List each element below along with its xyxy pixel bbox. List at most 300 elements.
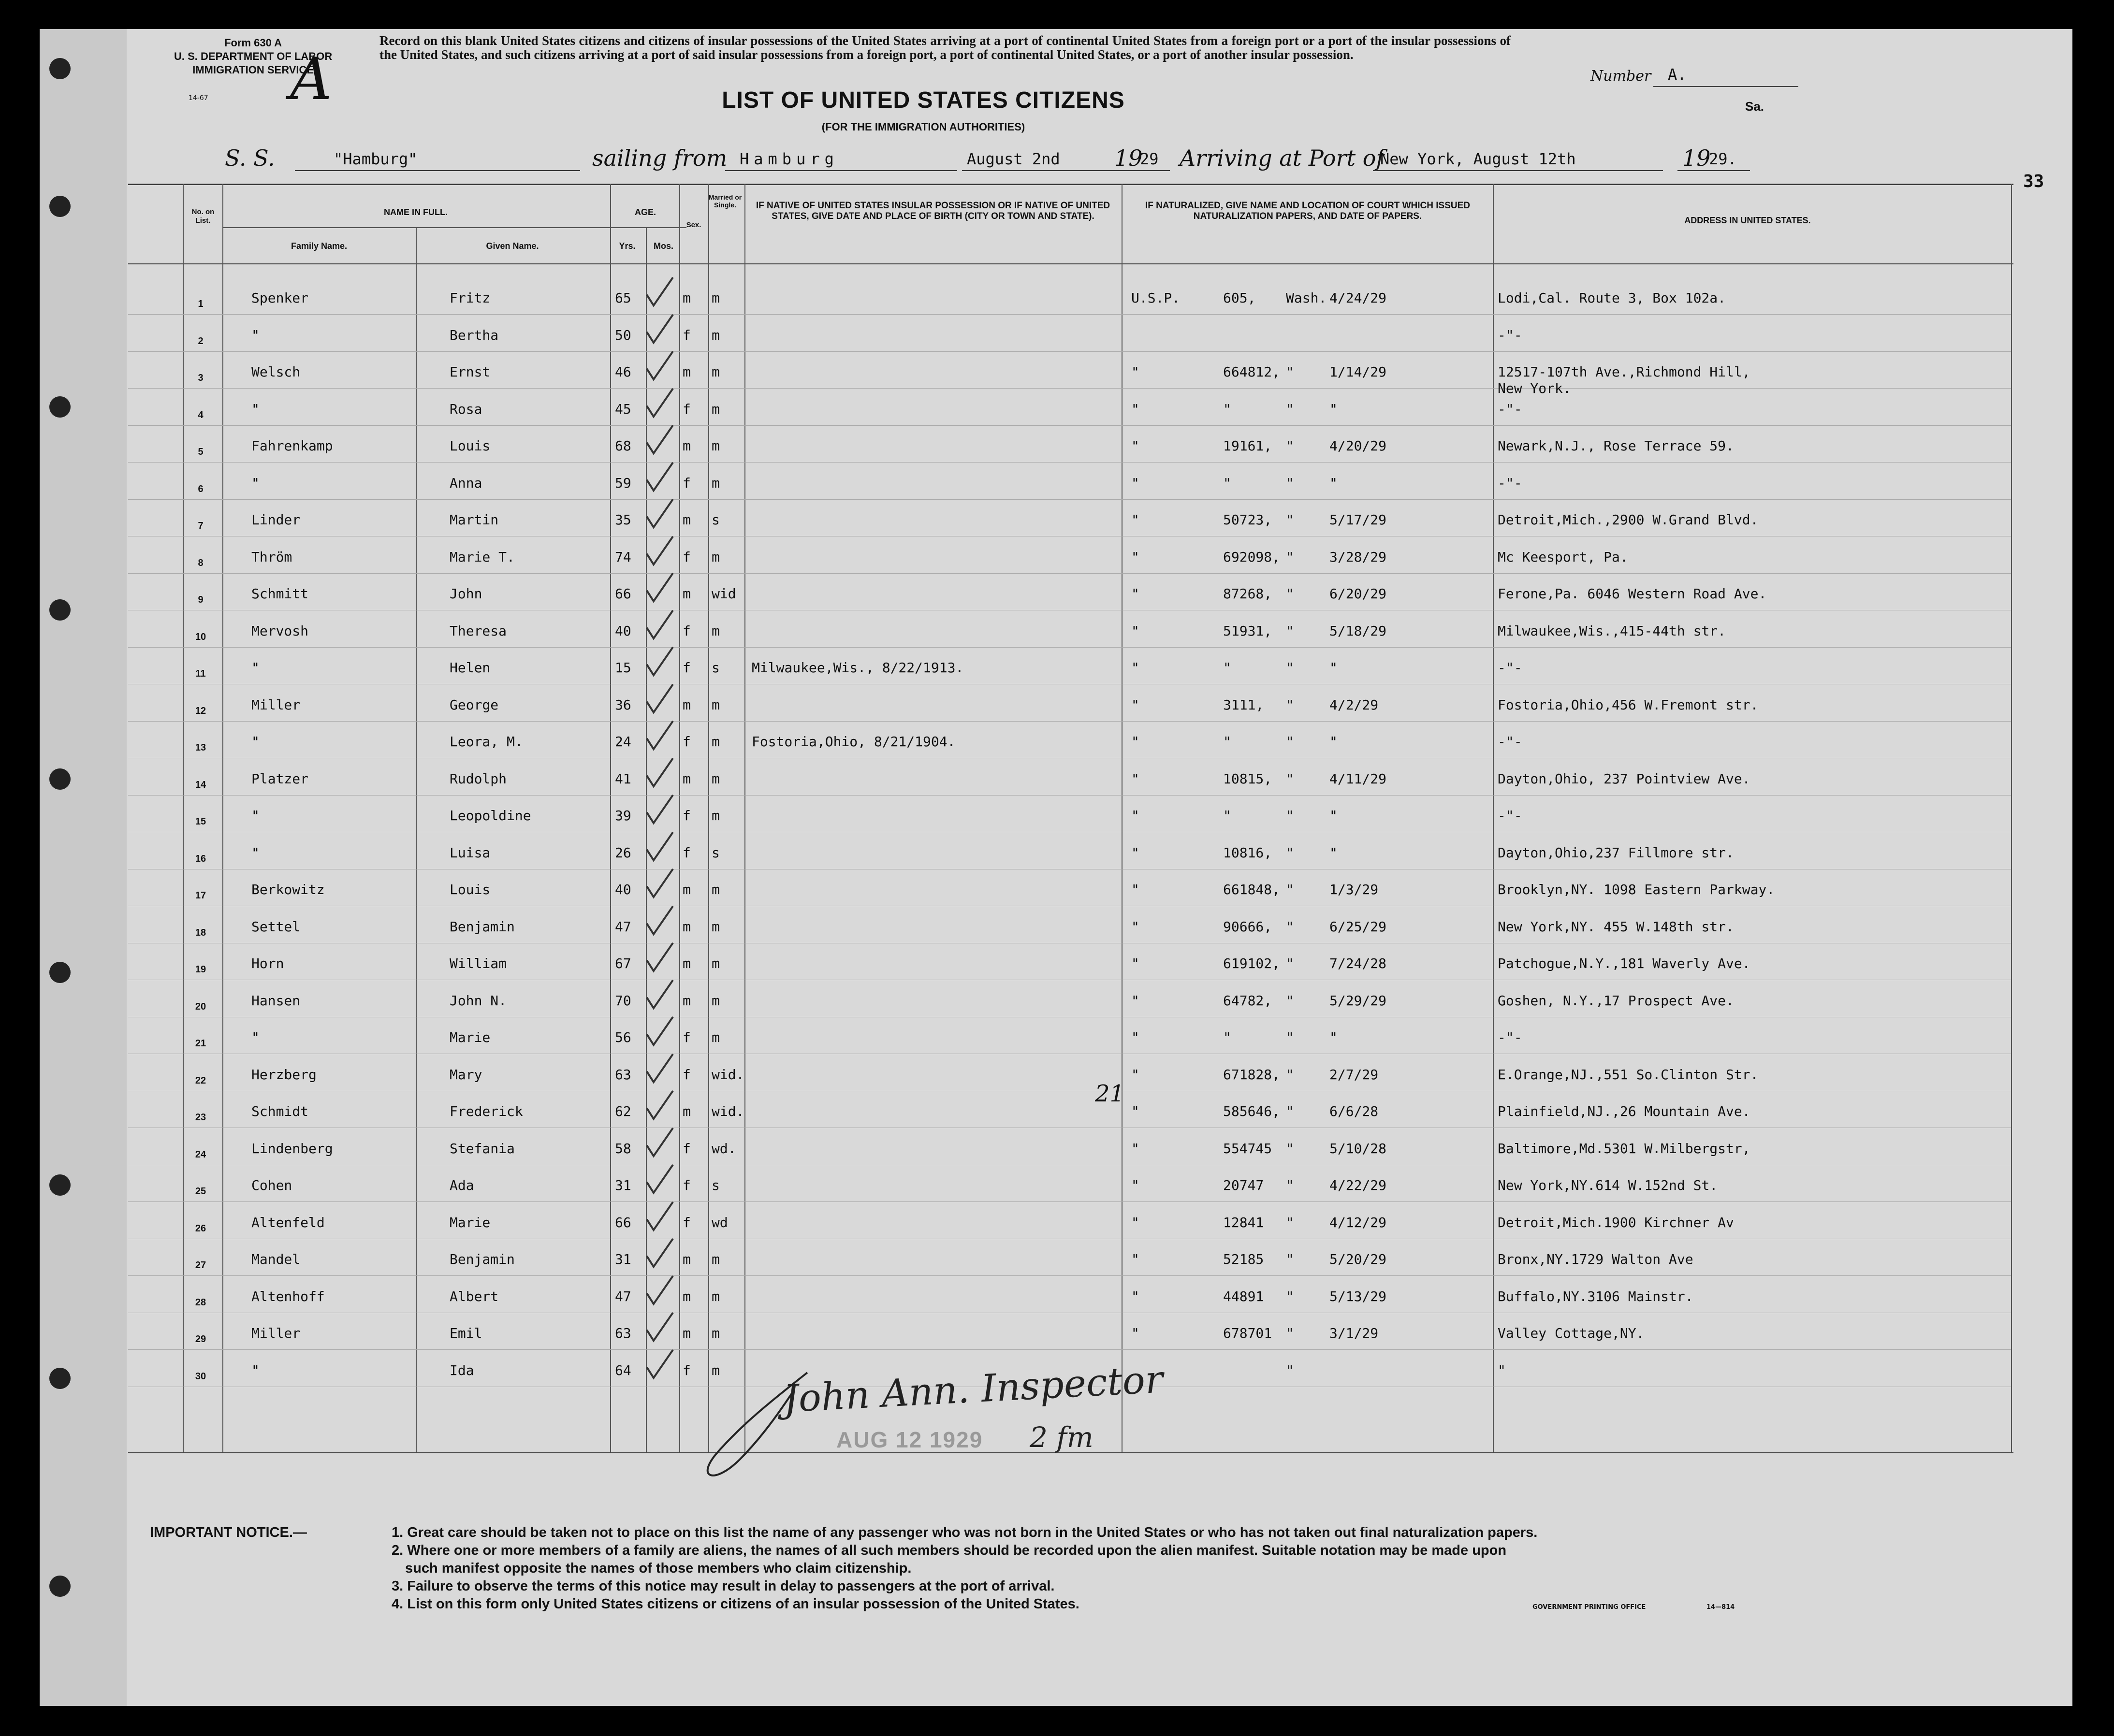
paper-date: 4/20/29 — [1329, 438, 1387, 454]
paper-date: 2/7/29 — [1329, 1067, 1379, 1083]
header-bottom-rule — [128, 263, 2013, 264]
court-name: " — [1131, 549, 1139, 565]
sex: f — [683, 845, 691, 861]
intro-text: Record on this blank United States citizens and citizens of insular possessions of the United States arriving at a port of continental United States from a foreign port or a port of the insular possessions of the United States, and such citizens arriving at a port of said insular possessions from a foreign port, a port of continental United States, or a port of another insular possession. — [379, 33, 1511, 62]
given-name: Fritz — [450, 290, 491, 306]
given-name: Helen — [450, 660, 491, 676]
paper-date: 6/25/29 — [1329, 919, 1387, 935]
court-name: " — [1131, 1067, 1139, 1083]
age-years: 70 — [615, 993, 631, 1009]
date-underline — [962, 170, 1170, 171]
form-footer-number: 14—814 — [1706, 1604, 1735, 1611]
col-address: ADDRESS IN UNITED STATES. — [1684, 216, 1811, 225]
court-location: " — [1286, 475, 1294, 491]
court-location: " — [1286, 438, 1294, 454]
paper-number: " — [1223, 401, 1231, 417]
given-name: William — [450, 955, 507, 971]
check-mark-icon — [643, 867, 677, 901]
sex: m — [683, 290, 691, 306]
col-given-name: Given Name. — [486, 241, 539, 251]
age-years: 59 — [615, 475, 631, 491]
family-name: Platzer — [251, 771, 309, 787]
age-years: 50 — [615, 327, 631, 343]
department-name: U. S. DEPARTMENT OF LABOR — [174, 50, 333, 62]
age-years: 58 — [615, 1141, 631, 1157]
family-name: " — [251, 1029, 260, 1045]
age-years: 39 — [615, 808, 631, 824]
address: New York,NY. 455 W.148th str. — [1498, 919, 1734, 935]
paper-date: 4/22/29 — [1329, 1177, 1387, 1193]
sex: f — [683, 1362, 691, 1378]
col-naturalization: IF NATURALIZED, GIVE NAME AND LOCATION OF COURT WHICH ISSUED NATURALIZATION PAPERS, AND DATE OF PAPERS. — [1145, 201, 1470, 221]
col-rule — [1122, 184, 1123, 1452]
age-years: 74 — [615, 549, 631, 565]
age-years: 40 — [615, 882, 631, 897]
col-marital: Married or Single. — [708, 193, 742, 209]
given-name: Benjamin — [450, 1251, 515, 1267]
departure-port: Hamburg — [740, 150, 839, 168]
ship-underline — [295, 170, 580, 171]
paper-number: 87268, — [1223, 586, 1272, 602]
arriving-label: Arriving at Port of — [1180, 145, 1385, 171]
sex: m — [683, 1251, 691, 1267]
notice-item-2-cont: such manifest opposite the names of those members who claim citizenship. — [405, 1561, 912, 1576]
sex: m — [683, 955, 691, 971]
age-years: 62 — [615, 1103, 631, 1119]
paper-date: " — [1329, 734, 1338, 750]
marital-status: m — [712, 1288, 720, 1304]
family-name: Welsch — [251, 364, 301, 380]
paper-number: 678701 — [1223, 1325, 1272, 1341]
arrive-year: 29. — [1709, 150, 1737, 168]
address: " — [1498, 1362, 1506, 1378]
check-mark-icon — [643, 719, 677, 753]
court-name: " — [1131, 1029, 1139, 1045]
family-name: Mervosh — [251, 623, 309, 639]
court-location: " — [1286, 993, 1294, 1009]
check-mark-icon — [643, 608, 677, 642]
court-location: " — [1286, 1103, 1294, 1119]
paper-number: " — [1223, 660, 1231, 676]
punch-hole — [49, 1576, 71, 1597]
paper-number: 10816, — [1223, 845, 1272, 861]
address: -"- — [1498, 1029, 1522, 1045]
check-mark-icon — [643, 1052, 677, 1086]
address: New York,NY.614 W.152nd St. — [1498, 1177, 1718, 1193]
col-mos: Mos. — [653, 241, 673, 251]
row-rule — [128, 1201, 2011, 1202]
row-rule — [128, 573, 2011, 574]
court-location: Wash. — [1286, 290, 1327, 306]
marital-status: m — [712, 438, 720, 454]
family-name: Cohen — [251, 1177, 292, 1193]
check-mark-icon — [643, 941, 677, 975]
court-location: " — [1286, 771, 1294, 787]
court-name: " — [1131, 438, 1139, 454]
court-name: " — [1131, 1251, 1139, 1267]
marital-status: m — [712, 1029, 720, 1045]
marital-status: m — [712, 919, 720, 935]
marital-status: s — [712, 845, 720, 861]
notice-item-2: 2. Where one or more members of a family are aliens, the names of all such members should be recorded upon the alien manifest. Suitable notation may be made upon — [392, 1543, 1507, 1558]
court-location: " — [1286, 623, 1294, 639]
court-location: " — [1286, 1362, 1294, 1378]
check-mark-icon — [643, 830, 677, 864]
given-name: Albert — [450, 1288, 499, 1304]
paper-number: 90666, — [1223, 919, 1272, 935]
handwritten-mark: A — [290, 46, 332, 113]
page-title: LIST OF UNITED STATES CITIZENS — [722, 87, 1125, 113]
family-name: Linder — [251, 512, 301, 528]
paper-date: 4/2/29 — [1329, 697, 1379, 713]
sex: f — [683, 1067, 691, 1083]
row-number: 1 — [198, 299, 204, 309]
age-years: 26 — [615, 845, 631, 861]
depart-year-prefix: 19 — [1114, 145, 1143, 171]
court-name: " — [1131, 1215, 1139, 1230]
check-mark-icon — [643, 1274, 677, 1308]
sex: m — [683, 438, 691, 454]
check-mark-icon — [643, 461, 677, 494]
age-years: 24 — [615, 734, 631, 750]
check-mark-icon — [643, 682, 677, 716]
address: Baltimore,Md.5301 W.Milbergstr, — [1498, 1141, 1750, 1157]
col-family-name: Family Name. — [291, 241, 348, 251]
manifest-sheet — [40, 29, 2072, 1706]
marital-status: m — [712, 808, 720, 824]
address: Dayton,Ohio,237 Fillmore str. — [1498, 845, 1734, 861]
address: -"- — [1498, 734, 1522, 750]
court-location: " — [1286, 1029, 1294, 1045]
row-number: 14 — [195, 780, 206, 790]
paper-date: 1/3/29 — [1329, 882, 1379, 897]
inspector-signature: John Ann. Inspector — [782, 1358, 1165, 1421]
row-number: 25 — [195, 1186, 206, 1197]
paper-number: 51931, — [1223, 623, 1272, 639]
marital-status: s — [712, 660, 720, 676]
form-code: 14-67 — [189, 94, 208, 102]
marital-status: s — [712, 1177, 720, 1193]
sex: f — [683, 1177, 691, 1193]
family-name: Schmitt — [251, 586, 309, 602]
table-top-rule — [128, 184, 2013, 185]
number-label: Number — [1590, 68, 1651, 85]
page-subtitle: (FOR THE IMMIGRATION AUTHORITIES) — [821, 121, 1025, 133]
marital-status: wd. — [712, 1141, 736, 1157]
punch-hole — [49, 599, 71, 621]
address: Lodi,Cal. Route 3, Box 102a. — [1498, 290, 1726, 306]
paper-number: " — [1223, 734, 1231, 750]
family-name: " — [251, 845, 260, 861]
row-number: 24 — [195, 1149, 206, 1160]
address: Detroit,Mich.,2900 W.Grand Blvd. — [1498, 512, 1759, 528]
punch-hole — [49, 58, 71, 79]
family-name: Hansen — [251, 993, 301, 1009]
check-mark-icon — [643, 978, 677, 1012]
family-name: Herzberg — [251, 1067, 317, 1083]
service-name: IMMIGRATION SERVICE — [192, 64, 314, 76]
court-location: " — [1286, 586, 1294, 602]
row-number: 19 — [195, 964, 206, 975]
given-name: George — [450, 697, 499, 713]
paper-date: 5/20/29 — [1329, 1251, 1387, 1267]
marital-status: m — [712, 475, 720, 491]
family-name: Mandel — [251, 1251, 301, 1267]
court-name: " — [1131, 993, 1139, 1009]
sex: f — [683, 549, 691, 565]
address: -"- — [1498, 401, 1522, 417]
age-years: 36 — [615, 697, 631, 713]
number-underline — [1653, 86, 1798, 87]
given-name: Rudolph — [450, 771, 507, 787]
given-name: Emil — [450, 1325, 482, 1341]
row-number: 29 — [195, 1334, 206, 1345]
court-name: U.S.P. — [1131, 290, 1181, 306]
paper-date: 6/6/28 — [1329, 1103, 1379, 1119]
sa-label: Sa. — [1745, 99, 1764, 114]
marital-status: m — [712, 290, 720, 306]
number-value: A. — [1668, 65, 1687, 84]
court-name: " — [1131, 660, 1139, 676]
paper-date: " — [1329, 808, 1338, 824]
birth-place-date: Fostoria,Ohio, 8/21/1904. — [752, 734, 956, 750]
sex: f — [683, 401, 691, 417]
given-name: Frederick — [450, 1103, 523, 1119]
court-name: " — [1131, 512, 1139, 528]
address: Buffalo,NY.3106 Mainstr. — [1498, 1288, 1693, 1304]
paper-date: 4/24/29 — [1329, 290, 1387, 306]
given-name: Ida — [450, 1362, 474, 1378]
row-number: 12 — [195, 706, 206, 716]
marital-status: m — [712, 734, 720, 750]
given-name: Benjamin — [450, 919, 515, 935]
marital-status: m — [712, 955, 720, 971]
check-mark-icon — [643, 1237, 677, 1271]
paper-date: 3/28/29 — [1329, 549, 1387, 565]
family-name: Altenhoff — [251, 1288, 325, 1304]
marital-status: m — [712, 364, 720, 380]
marital-status: m — [712, 1325, 720, 1341]
given-name: Martin — [450, 512, 499, 528]
paper-date: 6/20/29 — [1329, 586, 1387, 602]
court-name: " — [1131, 808, 1139, 824]
court-location: " — [1286, 882, 1294, 897]
col-rule — [708, 184, 709, 1452]
age-years: 47 — [615, 919, 631, 935]
given-name: Anna — [450, 475, 482, 491]
col-sex: Sex. — [686, 221, 701, 229]
family-name: Horn — [251, 955, 284, 971]
check-mark-icon — [643, 645, 677, 679]
court-location: " — [1286, 1215, 1294, 1230]
address: Ferone,Pa. 6046 Western Road Ave. — [1498, 586, 1767, 602]
given-name: Marie — [450, 1215, 491, 1230]
col-name-in-full: NAME IN FULL. — [384, 207, 448, 217]
address: -"- — [1498, 808, 1522, 824]
paper-number: 20747 — [1223, 1177, 1264, 1193]
row-number: 8 — [198, 558, 204, 568]
family-name: " — [251, 327, 260, 343]
family-name: " — [251, 1362, 260, 1378]
paper-date: 5/17/29 — [1329, 512, 1387, 528]
age-years: 40 — [615, 623, 631, 639]
age-years: 63 — [615, 1325, 631, 1341]
punch-hole — [49, 768, 71, 790]
age-years: 47 — [615, 1288, 631, 1304]
row-rule — [128, 1275, 2011, 1276]
notice-item-3: 3. Failure to observe the terms of this notice may result in delay to passengers at the port of arrival. — [392, 1578, 1055, 1594]
check-mark-icon — [643, 349, 677, 383]
given-name: Louis — [450, 438, 491, 454]
court-location: " — [1286, 1141, 1294, 1157]
family-name: Lindenberg — [251, 1141, 333, 1157]
address: Milwaukee,Wis.,415-44th str. — [1498, 623, 1726, 639]
paper-date: " — [1329, 1029, 1338, 1045]
paper-date: 1/14/29 — [1329, 364, 1387, 380]
court-name: " — [1131, 623, 1139, 639]
check-mark-icon — [643, 1200, 677, 1234]
sex: m — [683, 919, 691, 935]
paper-date: " — [1329, 475, 1338, 491]
address: Dayton,Ohio, 237 Pointview Ave. — [1498, 771, 1750, 787]
family-name: Berkowitz — [251, 882, 325, 897]
voyage-line — [0, 145, 2033, 179]
port-underline — [725, 170, 957, 171]
binding-strip — [40, 29, 127, 1706]
court-name: " — [1131, 771, 1139, 787]
col-no: No. on List. — [191, 208, 215, 225]
paper-number: 3111, — [1223, 697, 1264, 713]
paper-number: 10815, — [1223, 771, 1272, 787]
row-rule — [128, 499, 2011, 500]
paper-number: 664812, — [1223, 364, 1281, 380]
sex: m — [683, 882, 691, 897]
age-years: 67 — [615, 955, 631, 971]
marital-status: m — [712, 1362, 720, 1378]
row-number: 9 — [198, 594, 204, 605]
marital-status: m — [712, 1251, 720, 1267]
paper-number: " — [1223, 475, 1231, 491]
marital-status: m — [712, 327, 720, 343]
birth-place-date: Milwaukee,Wis., 8/22/1913. — [752, 660, 964, 676]
paper-number: 619102, — [1223, 955, 1281, 971]
paper-date: 5/29/29 — [1329, 993, 1387, 1009]
paper-number: " — [1223, 808, 1231, 824]
page-number: 33 — [2023, 172, 2044, 191]
row-rule — [128, 314, 2011, 315]
family-name: Fahrenkamp — [251, 438, 333, 454]
age-years: 66 — [615, 586, 631, 602]
age-years: 31 — [615, 1177, 631, 1193]
court-name: " — [1131, 1177, 1139, 1193]
row-rule — [128, 388, 2011, 389]
col-yrs: Yrs. — [619, 241, 636, 251]
row-number: 13 — [195, 742, 206, 753]
address: Valley Cottage,NY. — [1498, 1325, 1645, 1341]
address: E.Orange,NJ.,551 So.Clinton Str. — [1498, 1067, 1759, 1083]
court-name: " — [1131, 1141, 1139, 1157]
row-number: 15 — [195, 816, 206, 827]
check-mark-icon — [643, 1311, 677, 1345]
paper-date: 5/18/29 — [1329, 623, 1387, 639]
row-number: 23 — [195, 1112, 206, 1123]
paper-date: 4/11/29 — [1329, 771, 1387, 787]
given-name: Bertha — [450, 327, 499, 343]
sex: f — [683, 660, 691, 676]
marital-status: m — [712, 549, 720, 565]
row-number: 18 — [195, 927, 206, 938]
row-number: 4 — [198, 410, 204, 420]
arrival-port-date: New York, August 12th — [1380, 150, 1576, 168]
row-rule — [128, 462, 2011, 463]
court-name: " — [1131, 1288, 1139, 1304]
col-rule — [744, 184, 745, 1452]
punch-hole — [49, 196, 71, 217]
court-name: " — [1131, 364, 1139, 380]
marital-status: wd — [712, 1215, 728, 1230]
given-name: John N. — [450, 993, 507, 1009]
court-location: " — [1286, 808, 1294, 824]
check-mark-icon — [643, 904, 677, 938]
court-location: " — [1286, 401, 1294, 417]
family-name: Miller — [251, 697, 301, 713]
paper-number: 44891 — [1223, 1288, 1264, 1304]
sex: m — [683, 512, 691, 528]
row-rule — [128, 795, 2011, 796]
court-location: " — [1286, 549, 1294, 565]
address: Plainfield,NJ.,26 Mountain Ave. — [1498, 1103, 1750, 1119]
pencil-count: 21 — [1095, 1080, 1125, 1107]
given-name: Louis — [450, 882, 491, 897]
court-location: " — [1286, 1288, 1294, 1304]
family-name: " — [251, 734, 260, 750]
age-years: 46 — [615, 364, 631, 380]
marital-status: s — [712, 512, 720, 528]
given-name: Leora, M. — [450, 734, 523, 750]
row-rule — [128, 721, 2011, 722]
sex: f — [683, 734, 691, 750]
given-name: Stefania — [450, 1141, 515, 1157]
row-number: 5 — [198, 447, 204, 457]
paper-date: 3/1/29 — [1329, 1325, 1379, 1341]
court-name: " — [1131, 955, 1139, 971]
check-mark-icon — [643, 275, 677, 309]
punch-hole — [49, 1174, 71, 1196]
family-name: " — [251, 660, 260, 676]
sex: m — [683, 993, 691, 1009]
address: Detroit,Mich.1900 Kirchner Av — [1498, 1215, 1734, 1230]
col-rule — [679, 184, 680, 1452]
given-name: Ada — [450, 1177, 474, 1193]
sex: m — [683, 697, 691, 713]
paper-date: " — [1329, 401, 1338, 417]
address: -"- — [1498, 475, 1522, 491]
row-rule — [128, 647, 2011, 648]
age-years: 56 — [615, 1029, 631, 1045]
paper-number: 52185 — [1223, 1251, 1264, 1267]
court-name: " — [1131, 919, 1139, 935]
paper-number: 692098, — [1223, 549, 1281, 565]
given-name: Theresa — [450, 623, 507, 639]
handwritten-note: 2 fm — [1030, 1421, 1093, 1454]
paper-number: 554745 — [1223, 1141, 1272, 1157]
row-number: 17 — [195, 890, 206, 901]
punch-hole — [49, 396, 71, 418]
family-name: Spenker — [251, 290, 309, 306]
age-years: 64 — [615, 1362, 631, 1378]
age-years: 35 — [615, 512, 631, 528]
check-mark-icon — [643, 793, 677, 827]
